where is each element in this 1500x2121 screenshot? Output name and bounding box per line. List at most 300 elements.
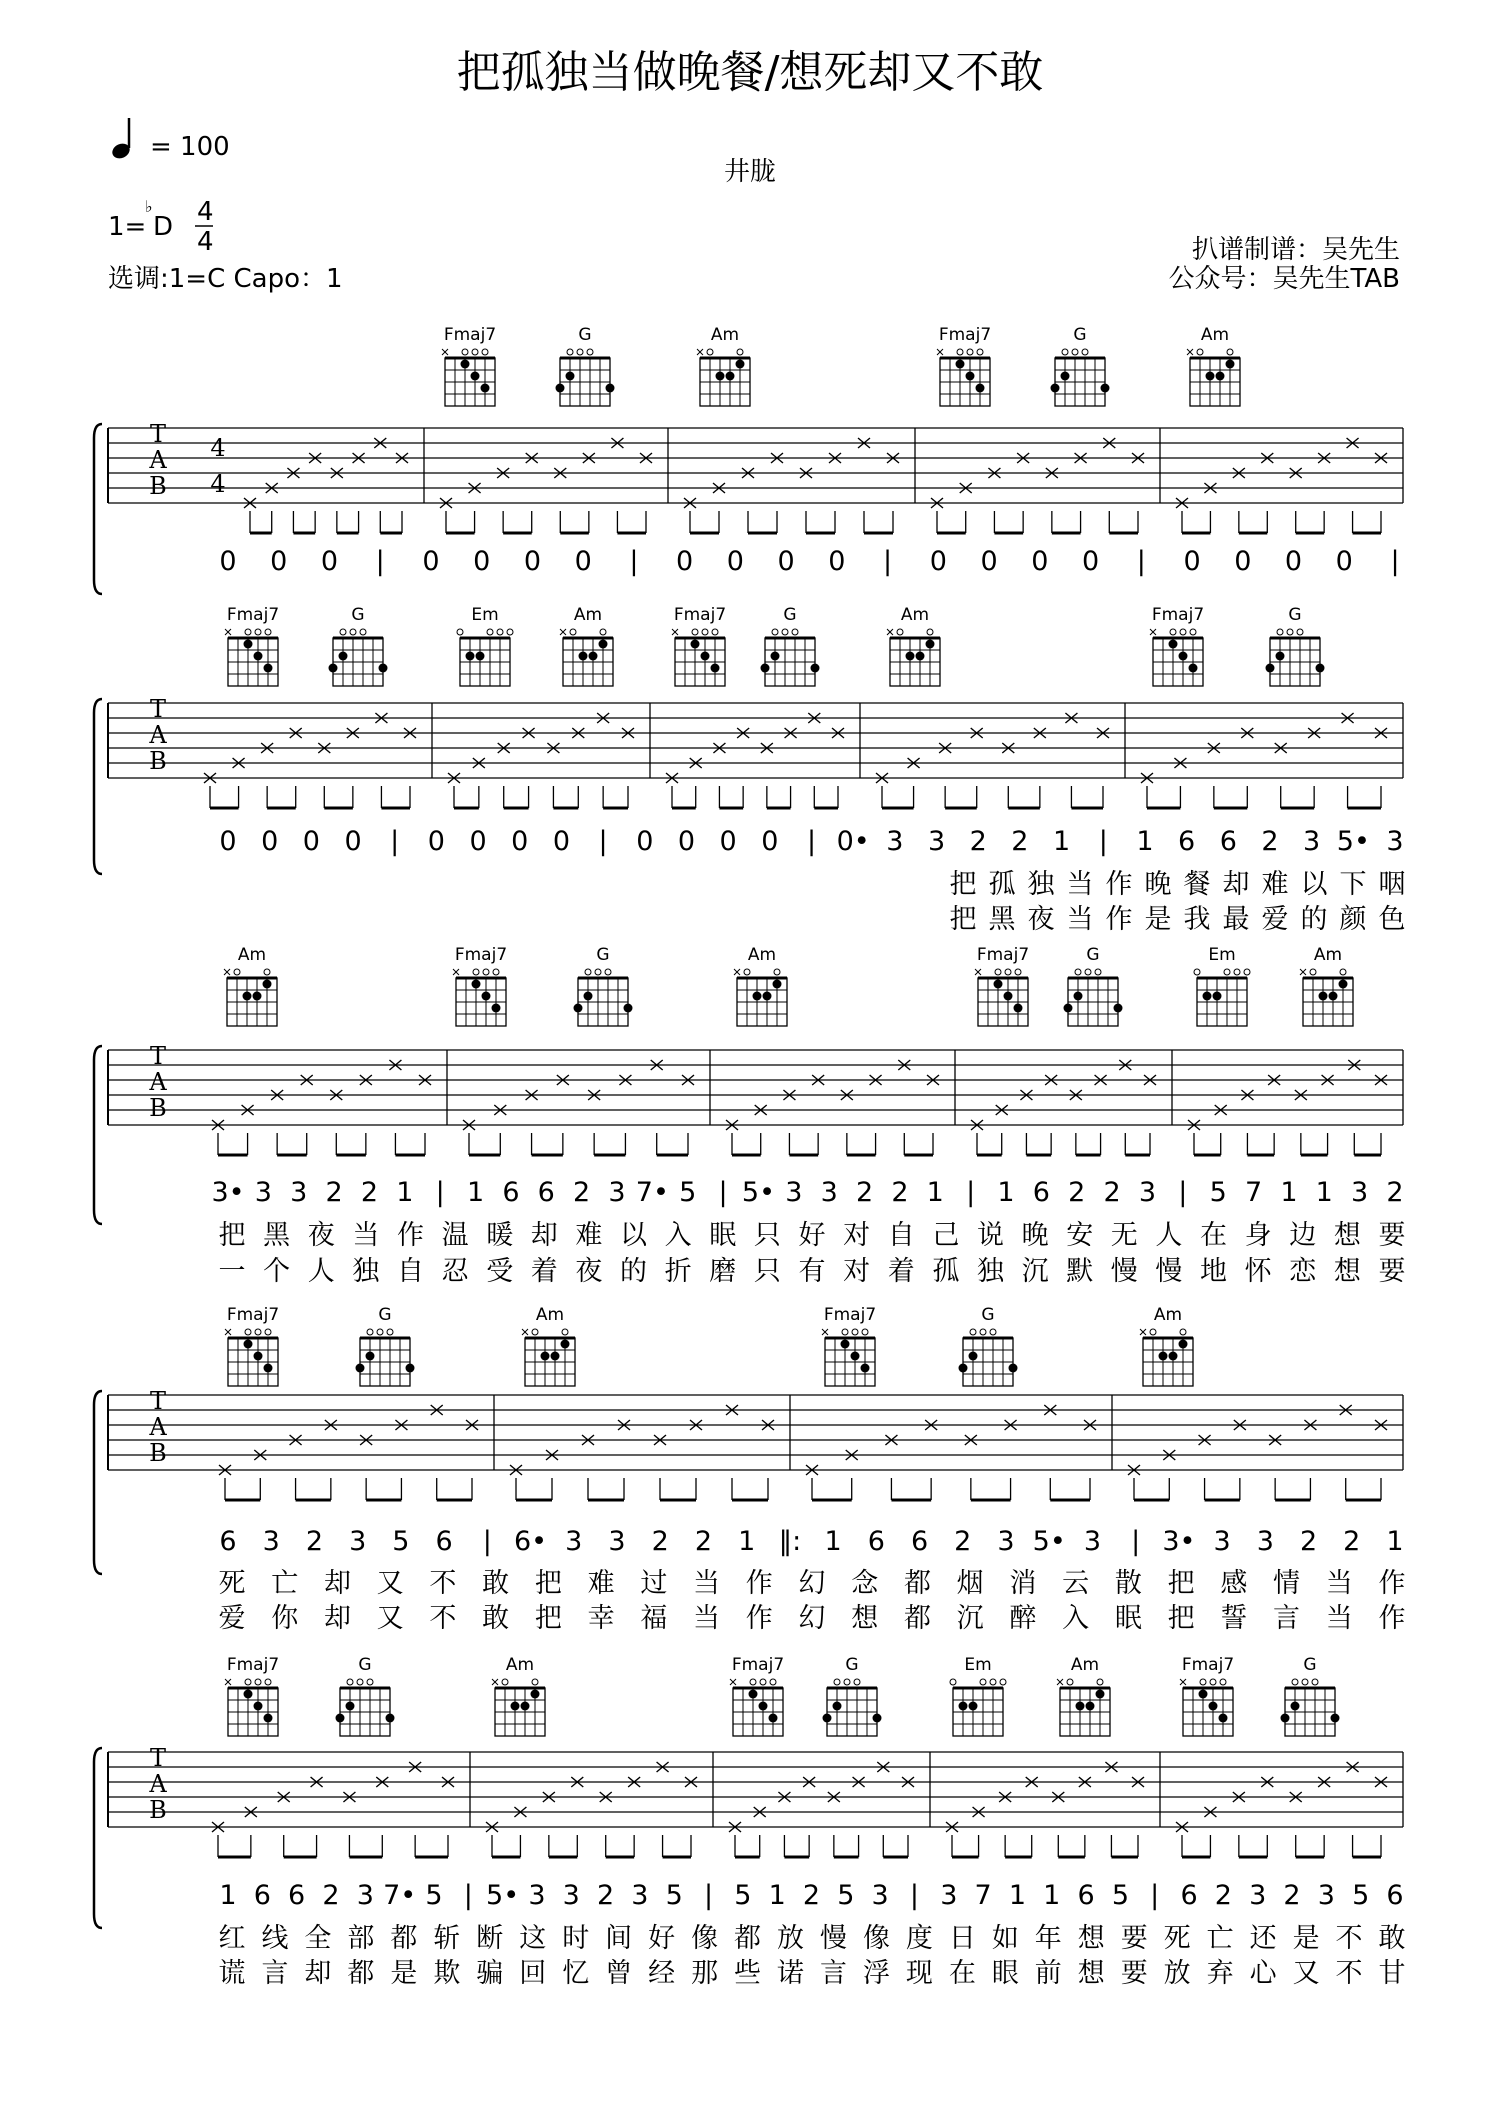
lyric-char: 餐 bbox=[1183, 869, 1211, 900]
artist-name: 井胧 bbox=[723, 157, 777, 187]
lyric-char: 烟 bbox=[956, 1568, 984, 1599]
chord-name: G bbox=[1086, 945, 1100, 965]
notation-barline: | bbox=[390, 826, 400, 857]
tab-staff bbox=[94, 420, 1403, 594]
lyric-char: 温 bbox=[441, 1220, 469, 1251]
lyric-line-1 bbox=[950, 869, 1406, 900]
lyric-char: 难 bbox=[587, 1568, 615, 1599]
notation-note: 5 bbox=[425, 1880, 443, 1911]
tab-clef-letter: A bbox=[149, 1413, 167, 1441]
notation-note: 5 bbox=[1111, 1880, 1130, 1911]
chord-diagram-g bbox=[1051, 325, 1110, 406]
notation-note: 1 bbox=[768, 1880, 786, 1911]
lyric-char: 放 bbox=[1163, 1958, 1191, 1989]
chord-name: Am bbox=[710, 325, 740, 345]
notation-note: 1 bbox=[1315, 1177, 1333, 1208]
lyric-char: 些 bbox=[734, 1958, 762, 1989]
notation-barline: | bbox=[966, 1177, 976, 1208]
lyric-char: 敢 bbox=[1378, 1923, 1406, 1954]
lyric-char: 幻 bbox=[798, 1568, 826, 1599]
tab-time-signature: 4 bbox=[210, 470, 226, 498]
system-5 bbox=[94, 1655, 1406, 1989]
notation-note: 3 bbox=[608, 1526, 626, 1557]
lyric-char: 以 bbox=[620, 1220, 648, 1251]
tab-clef-letter: T bbox=[149, 1387, 167, 1415]
notation-note: 0 bbox=[676, 546, 694, 577]
notation-note: 2 bbox=[322, 1880, 340, 1911]
notation-note: 3 bbox=[1386, 826, 1404, 857]
lyric-char: 像 bbox=[691, 1923, 719, 1954]
lyric-char: 作 bbox=[1105, 904, 1133, 935]
notation-note: 1 bbox=[1052, 826, 1071, 857]
lyric-char: 眠 bbox=[1114, 1603, 1142, 1634]
notation-barline: | bbox=[703, 1880, 714, 1911]
lyric-char: 都 bbox=[390, 1923, 418, 1954]
lyric-char: 着 bbox=[530, 1256, 558, 1287]
chord-diagram-g bbox=[1281, 1655, 1340, 1736]
notation-note: 5 bbox=[1209, 1177, 1227, 1208]
notation-note: 5• bbox=[741, 1177, 776, 1208]
notation-note: 6 bbox=[435, 1526, 453, 1557]
notation-note: 3 bbox=[349, 1526, 367, 1557]
chord-diagram-am bbox=[887, 605, 940, 686]
lyric-char: 却 bbox=[1222, 869, 1250, 900]
notation-note: 3• bbox=[211, 1177, 245, 1208]
chord-diagram-am bbox=[522, 1305, 575, 1386]
lyric-char: 独 bbox=[352, 1256, 380, 1287]
notation-barline: | bbox=[482, 1526, 492, 1557]
chord-name: Fmaj7 bbox=[1151, 605, 1205, 625]
chord-diagram-am bbox=[734, 945, 787, 1026]
lyric-char: 作 bbox=[1105, 869, 1133, 900]
notation-note: 2 bbox=[1299, 1526, 1318, 1557]
notation-note: 3 bbox=[565, 1526, 583, 1557]
notation-note: 1 bbox=[1043, 1880, 1061, 1911]
notation-note: 0 bbox=[1031, 546, 1049, 577]
notation-note: 2 bbox=[1011, 826, 1029, 857]
chord-name: Am bbox=[747, 945, 777, 965]
tab-clef-letter: T bbox=[149, 1042, 167, 1070]
lyric-char: 散 bbox=[1114, 1568, 1142, 1599]
lyric-char: 要 bbox=[1120, 1923, 1148, 1954]
lyric-char: 色 bbox=[1378, 904, 1406, 935]
notation-note: 2 bbox=[1214, 1880, 1232, 1911]
tab-time-signature: 4 bbox=[210, 434, 226, 462]
notation-note: 0 bbox=[469, 826, 487, 857]
lyric-char: 难 bbox=[1261, 869, 1289, 900]
lyric-char: 好 bbox=[798, 1220, 826, 1251]
lyric-line-2 bbox=[219, 1958, 1406, 1989]
tab-clef-letter: T bbox=[149, 695, 167, 723]
lyric-char: 敢 bbox=[482, 1603, 510, 1634]
chord-name: Am bbox=[900, 605, 930, 625]
notation-note: 0 bbox=[636, 826, 654, 857]
chord-name: Am bbox=[237, 945, 267, 965]
chord-name: Am bbox=[505, 1655, 535, 1675]
notation-note: 3 bbox=[785, 1177, 803, 1208]
notation-note: 2 bbox=[573, 1177, 591, 1208]
notation-note: 2 bbox=[1343, 1526, 1361, 1557]
chord-diagram-fmaj7 bbox=[672, 605, 726, 686]
chord-diagram-em bbox=[950, 1655, 1006, 1736]
lyric-char: 受 bbox=[486, 1256, 514, 1287]
lyric-char: 当 bbox=[1066, 904, 1094, 935]
lyric-char: 甘 bbox=[1378, 1958, 1406, 1989]
lyric-char: 不 bbox=[1335, 1958, 1363, 1989]
chord-diagram-g bbox=[761, 605, 820, 686]
notation-note: 6 bbox=[1180, 1880, 1198, 1911]
lyric-char: 线 bbox=[261, 1923, 289, 1954]
lyric-char: 独 bbox=[976, 1256, 1004, 1287]
chord-diagram-g bbox=[823, 1655, 882, 1736]
notation-note: 3 bbox=[886, 826, 904, 857]
lyric-char: 谎 bbox=[218, 1958, 246, 1989]
lyric-char: 却 bbox=[304, 1958, 332, 1989]
notation-barline: | bbox=[1136, 546, 1146, 577]
lyric-char: 如 bbox=[991, 1923, 1019, 1954]
notation-note: 7• bbox=[635, 1177, 669, 1208]
lyric-char: 过 bbox=[640, 1568, 668, 1599]
lyric-char: 地 bbox=[1200, 1256, 1228, 1287]
notation-note: 2 bbox=[802, 1880, 821, 1911]
notation-note: 0 bbox=[302, 826, 320, 857]
numbered-notation bbox=[219, 1526, 1403, 1557]
notation-barline: | bbox=[1390, 546, 1400, 577]
song-title: 把孤独当做晚餐/想死却又不敢 bbox=[456, 47, 1044, 98]
notation-note: 0 bbox=[1234, 546, 1252, 577]
chord-diagram-fmaj7 bbox=[1180, 1655, 1234, 1736]
lyric-char: 边 bbox=[1289, 1220, 1317, 1251]
chord-diagram-g bbox=[1266, 605, 1325, 686]
tempo-value: = 100 bbox=[150, 132, 230, 162]
lyric-char: 断 bbox=[476, 1923, 504, 1954]
notation-barline: | bbox=[375, 546, 385, 577]
notation-note: 3 bbox=[1351, 1177, 1369, 1208]
lyric-char: 这 bbox=[519, 1923, 547, 1954]
notation-note: 3 bbox=[356, 1880, 374, 1911]
lyric-char: 下 bbox=[1339, 869, 1367, 900]
chord-name: G bbox=[783, 605, 797, 625]
notation-note: 1 bbox=[1136, 826, 1154, 857]
chord-diagram-g bbox=[959, 1305, 1018, 1386]
strum-pattern bbox=[212, 1762, 1387, 1857]
chord-name: Fmaj7 bbox=[443, 325, 497, 345]
tab-clef-letter: B bbox=[149, 1439, 167, 1467]
system-1 bbox=[94, 325, 1403, 594]
tab-clef-letter: T bbox=[149, 420, 167, 448]
svg-text:1=: 1= bbox=[108, 212, 147, 242]
notation-barline: | bbox=[598, 826, 608, 857]
lyric-char: 弃 bbox=[1206, 1958, 1234, 1989]
capo-info: 选调:1=C Capo：1 bbox=[108, 264, 343, 294]
lyric-char: 却 bbox=[323, 1568, 351, 1599]
chord-name: Fmaj7 bbox=[731, 1655, 785, 1675]
lyric-char: 又 bbox=[1292, 1958, 1320, 1989]
lyric-char: 前 bbox=[1034, 1958, 1062, 1989]
official-account: 公众号：吴先生TAB bbox=[1168, 264, 1400, 294]
chord-diagram-fmaj7 bbox=[225, 605, 279, 686]
lyric-char: 孤 bbox=[988, 869, 1016, 900]
lyric-char: 只 bbox=[753, 1256, 781, 1287]
lyric-char: 自 bbox=[887, 1220, 915, 1251]
tab-staff bbox=[94, 695, 1403, 874]
notation-note: 0 bbox=[320, 546, 339, 577]
notation-note: 0 bbox=[219, 546, 237, 577]
lyric-char: 默 bbox=[1066, 1256, 1094, 1287]
lyric-char: 是 bbox=[390, 1958, 418, 1989]
lyric-char: 言 bbox=[261, 1958, 289, 1989]
lyric-char: 的 bbox=[620, 1256, 648, 1287]
lyric-char: 怀 bbox=[1244, 1256, 1272, 1287]
lyric-char: 骗 bbox=[476, 1958, 504, 1989]
lyric-char: 醉 bbox=[1009, 1603, 1037, 1634]
lyric-char: 以 bbox=[1300, 869, 1328, 900]
lyric-char: 对 bbox=[843, 1256, 871, 1287]
notation-barline: | bbox=[1131, 1526, 1141, 1557]
chord-diagram-am bbox=[224, 945, 277, 1026]
lyric-char: 幻 bbox=[798, 1603, 826, 1634]
notation-note: 3 bbox=[608, 1177, 626, 1208]
notation-note: 6 bbox=[867, 1526, 885, 1557]
chord-diagram-fmaj7 bbox=[937, 325, 991, 406]
lyric-char: 眠 bbox=[709, 1220, 737, 1251]
chord-name: G bbox=[351, 605, 365, 625]
notation-note: 3 bbox=[1138, 1177, 1157, 1208]
key-signature bbox=[108, 197, 214, 257]
chord-name: G bbox=[981, 1305, 995, 1325]
lyric-char: 把 bbox=[534, 1603, 562, 1634]
lyric-char: 人 bbox=[1155, 1220, 1183, 1251]
lyric-char: 人 bbox=[307, 1256, 335, 1287]
tab-clef-letter: T bbox=[149, 1744, 167, 1772]
notation-note: 2 bbox=[325, 1177, 343, 1208]
lyric-char: 念 bbox=[851, 1568, 879, 1599]
notation-note: 2 bbox=[1103, 1177, 1121, 1208]
notation-barline: | bbox=[883, 546, 893, 577]
notation-note: 6 bbox=[1032, 1177, 1050, 1208]
notation-note: 5 bbox=[679, 1177, 697, 1208]
notation-note: 5• bbox=[486, 1880, 520, 1911]
lyric-char: 把 bbox=[1167, 1568, 1195, 1599]
notation-note: 2 bbox=[596, 1880, 615, 1911]
strum-pattern bbox=[219, 1405, 1387, 1500]
chord-diagram-am bbox=[560, 605, 613, 686]
lyric-char: 难 bbox=[575, 1220, 603, 1251]
chord-diagram-am bbox=[1057, 1655, 1110, 1736]
lyric-char: 曾 bbox=[605, 1958, 633, 1989]
lyric-char: 作 bbox=[1378, 1603, 1406, 1634]
lyric-char: 年 bbox=[1034, 1923, 1062, 1954]
lyric-line-2 bbox=[219, 1603, 1406, 1634]
tab-clef-letter: A bbox=[149, 1068, 167, 1096]
chord-diagram-fmaj7 bbox=[453, 945, 507, 1026]
lyric-char: 作 bbox=[745, 1568, 773, 1599]
lyric-char: 把 bbox=[218, 1220, 246, 1251]
notation-barline: | bbox=[1178, 1177, 1188, 1208]
lyric-char: 夜 bbox=[307, 1220, 335, 1251]
lyric-char: 间 bbox=[605, 1923, 633, 1954]
lyric-char: 想 bbox=[1333, 1256, 1361, 1287]
notation-note: 3 bbox=[927, 826, 946, 857]
lyric-char: 作 bbox=[745, 1603, 773, 1634]
notation-note: 3 bbox=[820, 1177, 838, 1208]
chord-diagram-g bbox=[329, 605, 388, 686]
chord-name: Am bbox=[1313, 945, 1343, 965]
notation-barline: | bbox=[1098, 826, 1108, 857]
lyric-char: 经 bbox=[648, 1958, 676, 1989]
chord-diagram-am bbox=[697, 325, 750, 406]
lyric-char: 想 bbox=[1077, 1923, 1105, 1954]
chord-name: Em bbox=[471, 605, 499, 625]
chord-name: G bbox=[1288, 605, 1302, 625]
lyric-char: 一 bbox=[218, 1256, 246, 1287]
lyric-char: 时 bbox=[562, 1923, 590, 1954]
notation-note: 2 bbox=[1283, 1880, 1301, 1911]
chord-name: G bbox=[845, 1655, 859, 1675]
lyric-char: 情 bbox=[1273, 1568, 1301, 1599]
lyric-char: 那 bbox=[691, 1958, 719, 1989]
notation-note: ‖: bbox=[778, 1526, 802, 1557]
lyric-char: 感 bbox=[1220, 1568, 1248, 1599]
chord-diagram-fmaj7 bbox=[1150, 605, 1204, 686]
lyric-char: 消 bbox=[1009, 1568, 1037, 1599]
chord-name: G bbox=[596, 945, 610, 965]
lyric-char: 恋 bbox=[1289, 1256, 1317, 1287]
numbered-notation bbox=[219, 546, 1399, 577]
lyric-char: 还 bbox=[1249, 1923, 1277, 1954]
lyric-char: 己 bbox=[932, 1220, 960, 1251]
notation-note: 2 bbox=[1386, 1177, 1404, 1208]
lyric-char: 云 bbox=[1062, 1568, 1090, 1599]
lyric-char: 都 bbox=[347, 1958, 375, 1989]
lyric-char: 回 bbox=[519, 1958, 547, 1989]
lyric-char: 你 bbox=[271, 1603, 299, 1634]
notation-note: 2 bbox=[651, 1526, 669, 1557]
lyric-char: 是 bbox=[1144, 904, 1172, 935]
system-3 bbox=[94, 945, 1406, 1287]
chord-diagram-am bbox=[1140, 1305, 1193, 1386]
tab-clef-letter: B bbox=[149, 1796, 167, 1824]
lyric-char: 是 bbox=[1292, 1923, 1320, 1954]
chord-name: Fmaj7 bbox=[226, 605, 280, 625]
notation-note: 5• bbox=[1336, 826, 1370, 857]
notation-barline: | bbox=[463, 1880, 473, 1911]
chord-diagram-g bbox=[1064, 945, 1123, 1026]
notation-note: 3 bbox=[1303, 826, 1321, 857]
lyric-char: 日 bbox=[948, 1923, 976, 1954]
tab-clef-letter: B bbox=[149, 472, 167, 500]
notation-note: 3 bbox=[871, 1880, 889, 1911]
lyric-char: 作 bbox=[1378, 1568, 1406, 1599]
lyric-char: 想 bbox=[851, 1603, 879, 1634]
lyric-char: 把 bbox=[949, 904, 977, 935]
lyric-char: 我 bbox=[1183, 904, 1211, 935]
lyric-char: 晚 bbox=[1144, 869, 1172, 900]
lyric-char: 誓 bbox=[1220, 1603, 1248, 1634]
lyric-char: 晚 bbox=[1021, 1220, 1049, 1251]
lyric-char: 忍 bbox=[441, 1256, 469, 1287]
chord-name: Fmaj7 bbox=[976, 945, 1030, 965]
notation-note: 3 bbox=[528, 1880, 546, 1911]
tab-clef-letter: B bbox=[149, 747, 167, 775]
notation-note: 0 bbox=[473, 546, 491, 577]
chord-name: Em bbox=[964, 1655, 992, 1675]
notation-note: 3 bbox=[997, 1526, 1015, 1557]
notation-note: 0 bbox=[552, 826, 571, 857]
lyric-char: 当 bbox=[693, 1568, 721, 1599]
notation-note: 3 bbox=[262, 1526, 280, 1557]
lyric-char: 欺 bbox=[433, 1958, 461, 1989]
tempo-mark bbox=[110, 118, 230, 162]
lyric-char: 不 bbox=[429, 1568, 457, 1599]
notation-note: 1 bbox=[926, 1177, 944, 1208]
notation-note: 3 bbox=[562, 1880, 580, 1911]
lyric-char: 像 bbox=[862, 1923, 890, 1954]
chord-name: Fmaj7 bbox=[454, 945, 508, 965]
lyric-char: 又 bbox=[376, 1603, 404, 1634]
lyric-char: 的 bbox=[1300, 904, 1328, 935]
notation-note: 6 bbox=[537, 1177, 555, 1208]
lyric-char: 不 bbox=[429, 1603, 457, 1634]
notation-note: 6• bbox=[514, 1526, 548, 1557]
lyric-char: 斩 bbox=[433, 1923, 461, 1954]
lyric-char: 磨 bbox=[709, 1256, 737, 1287]
numbered-notation bbox=[219, 826, 1403, 857]
chord-name: Fmaj7 bbox=[226, 1655, 280, 1675]
notation-note: 0 bbox=[574, 546, 592, 577]
notation-note: 2 bbox=[1261, 826, 1279, 857]
lyric-char: 度 bbox=[905, 1923, 933, 1954]
notation-note: 0 bbox=[1183, 546, 1201, 577]
lyric-char: 不 bbox=[1335, 1923, 1363, 1954]
lyric-char: 孤 bbox=[932, 1256, 960, 1287]
notation-note: 0 bbox=[777, 546, 795, 577]
strum-pattern bbox=[244, 438, 1387, 533]
chord-diagram-am bbox=[1187, 325, 1240, 406]
notation-note: 2 bbox=[360, 1177, 379, 1208]
lyric-char: 入 bbox=[1062, 1603, 1090, 1634]
lyric-char: 独 bbox=[1027, 869, 1055, 900]
lyric-char: 当 bbox=[1066, 869, 1094, 900]
lyric-char: 咽 bbox=[1378, 869, 1406, 900]
notation-note: 1 bbox=[824, 1526, 842, 1557]
system-4 bbox=[94, 1305, 1406, 1634]
tab-clef-letter: A bbox=[149, 1770, 167, 1798]
notation-note: 6 bbox=[1386, 1880, 1404, 1911]
lyric-char: 当 bbox=[1325, 1603, 1353, 1634]
lyric-char: 想 bbox=[1077, 1958, 1105, 1989]
chord-name: G bbox=[1303, 1655, 1317, 1675]
lyric-char: 对 bbox=[843, 1220, 871, 1251]
lyric-char: 想 bbox=[1333, 1220, 1361, 1251]
lyric-char: 安 bbox=[1066, 1220, 1094, 1251]
lyric-char: 爱 bbox=[218, 1603, 246, 1634]
notation-note: 1 bbox=[1386, 1526, 1404, 1557]
notation-note: 0 bbox=[828, 546, 846, 577]
notation-note: 6 bbox=[910, 1526, 929, 1557]
lyric-char: 沉 bbox=[956, 1603, 984, 1634]
notation-note: 1 bbox=[997, 1177, 1015, 1208]
notation-note: 7 bbox=[1244, 1177, 1263, 1208]
lyric-char: 全 bbox=[304, 1923, 332, 1954]
chord-name: Am bbox=[573, 605, 603, 625]
chord-diagram-g bbox=[356, 1305, 415, 1386]
chord-name: G bbox=[378, 1305, 392, 1325]
lyric-char: 折 bbox=[664, 1256, 692, 1287]
lyric-char: 要 bbox=[1378, 1256, 1406, 1287]
notation-note: 5 bbox=[665, 1880, 683, 1911]
notation-note: 0 bbox=[219, 826, 237, 857]
